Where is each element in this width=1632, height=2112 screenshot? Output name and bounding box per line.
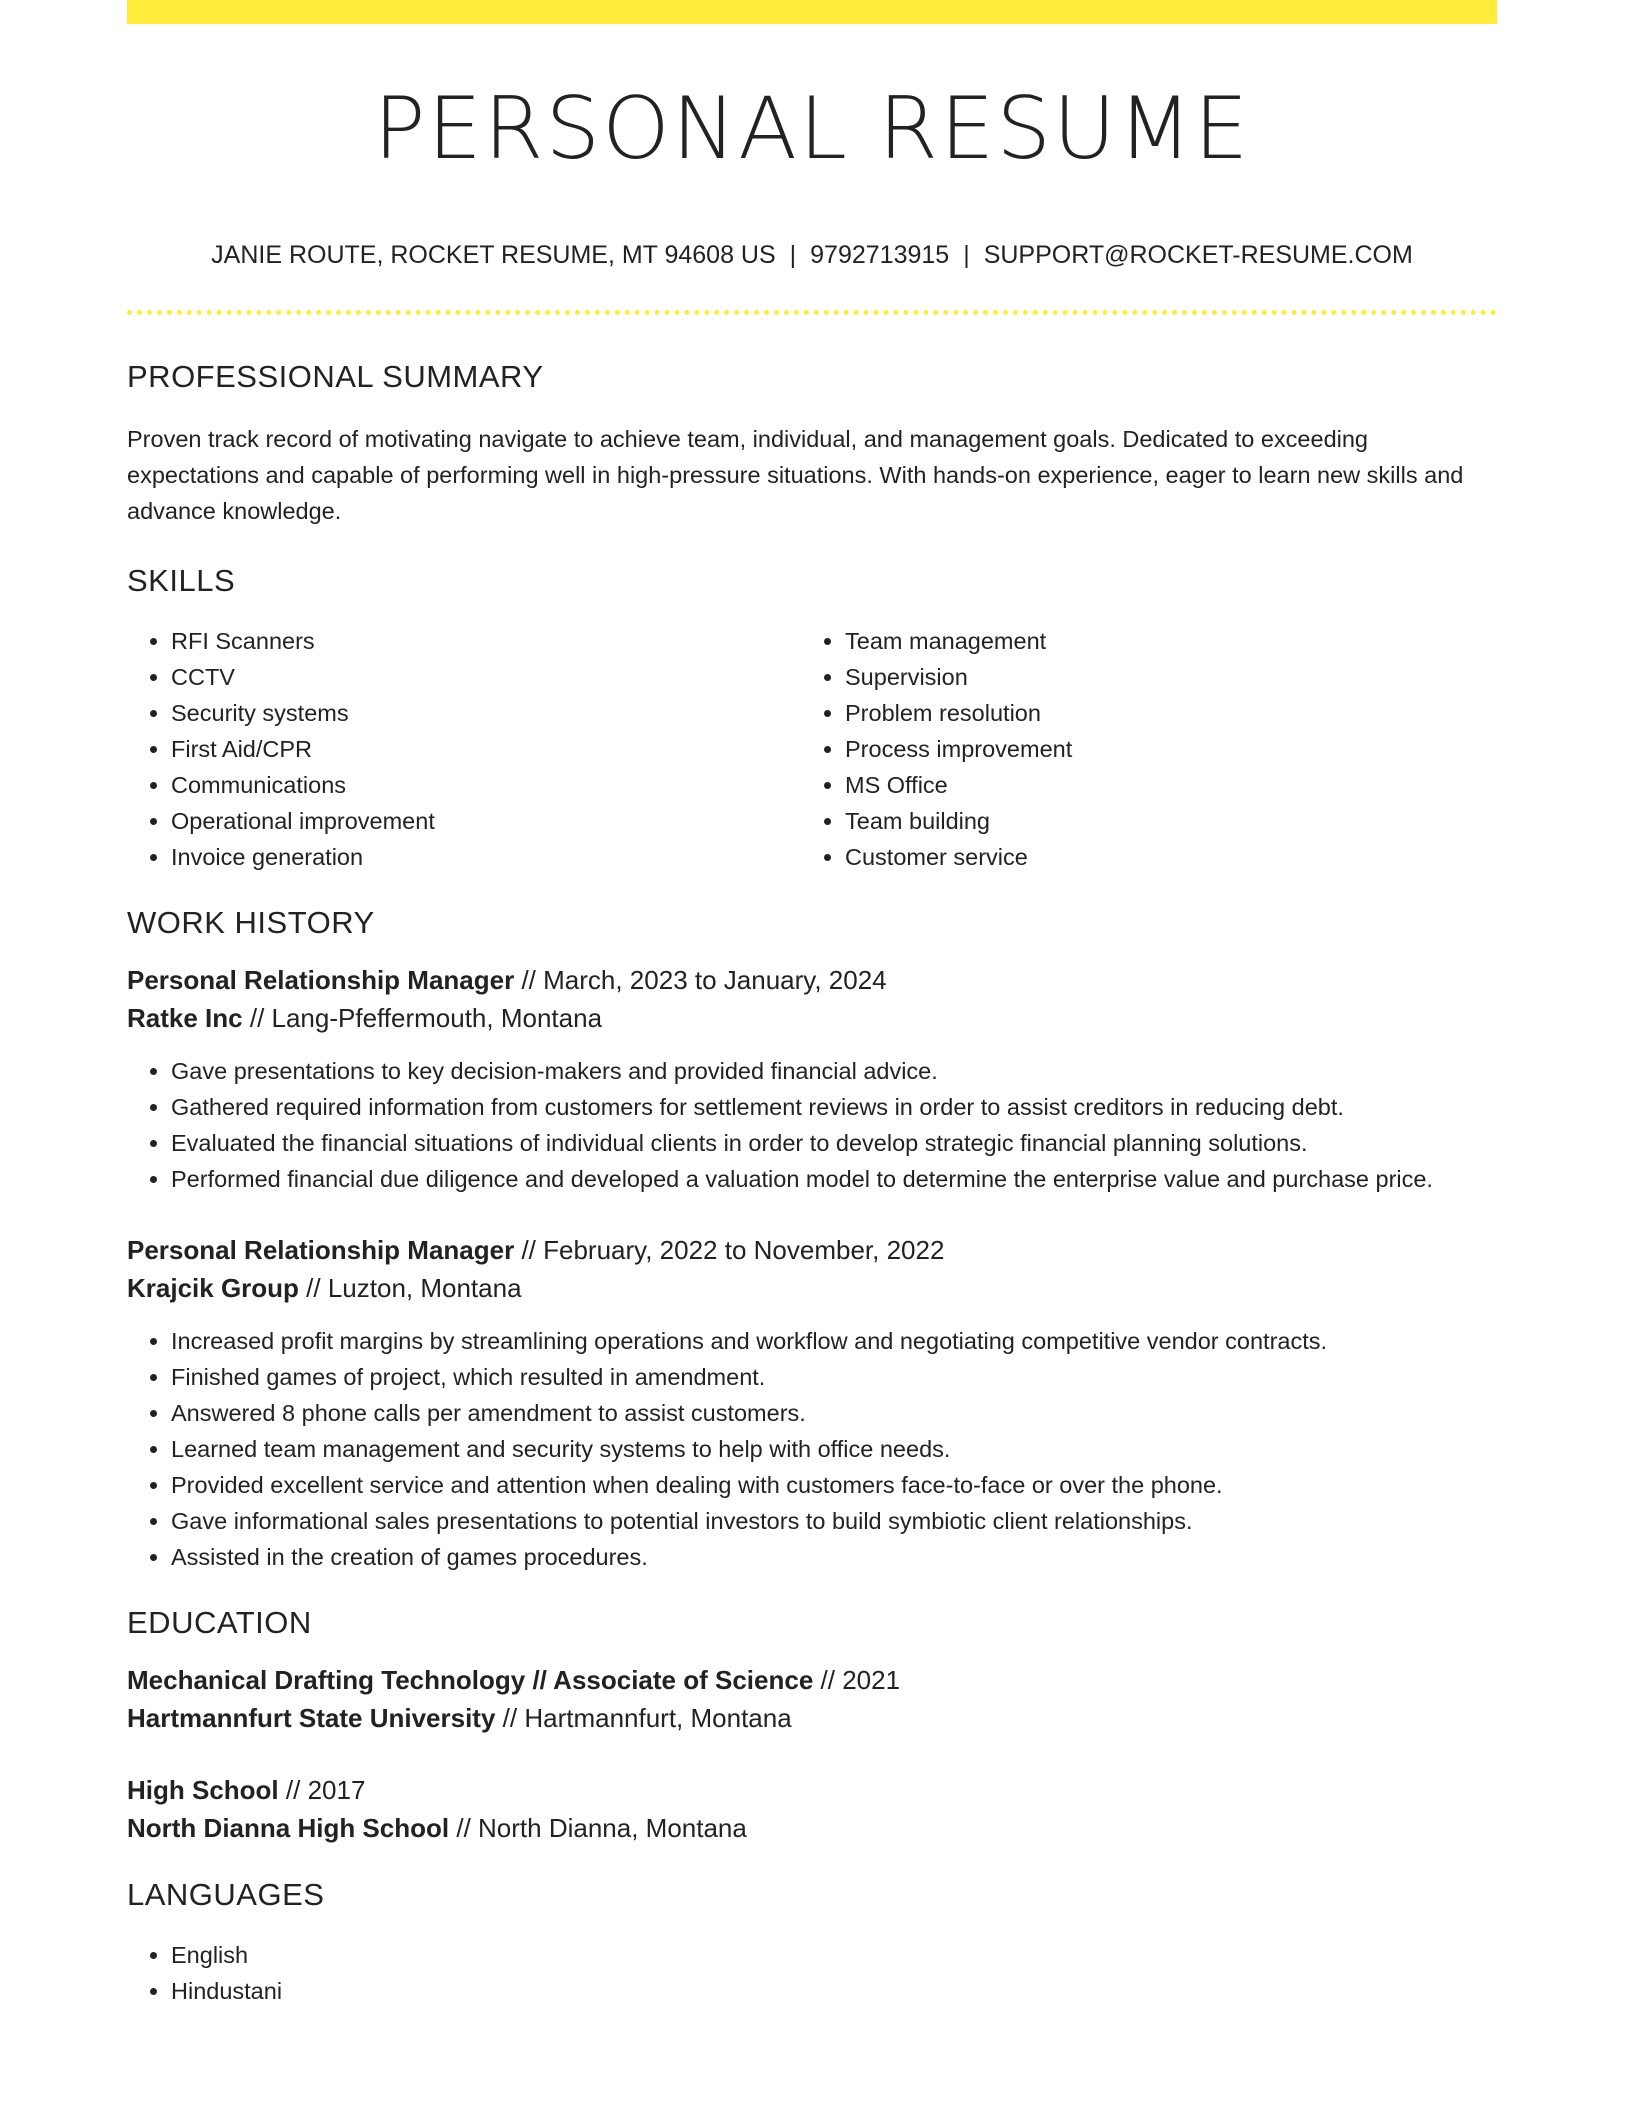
education-heading: EDUCATION <box>127 1605 312 1640</box>
skill-item: • Invoice generation <box>171 839 801 875</box>
job-company-line <box>127 999 1497 1037</box>
contact-separator: | <box>963 241 970 269</box>
skill-item: • Supervision <box>845 659 1475 695</box>
work-history-heading: WORK HISTORY <box>127 905 375 940</box>
job-bullet: • Gave presentations to key decision-makers and provided financial advice. <box>171 1053 1497 1089</box>
education-year: // 2017 <box>285 1775 366 1805</box>
job-bullet: • Evaluated the financial situations of individual clients in order to develop strategic financial planning solutions. <box>171 1125 1497 1161</box>
education-school-line <box>127 1699 1497 1737</box>
language-item: • Hindustani <box>171 1973 1497 2009</box>
skills-column-left <box>127 623 801 875</box>
skill-item: • MS Office <box>845 767 1475 803</box>
education-degree: Mechanical Drafting Technology // Associate of Science <box>127 1665 814 1695</box>
job-title: Personal Relationship Manager <box>127 1235 515 1265</box>
education-school: North Dianna High School <box>127 1813 450 1843</box>
education-year: // 2021 <box>820 1665 901 1695</box>
skill-item: • First Aid/CPR <box>171 731 801 767</box>
education-school: Hartmannfurt State University <box>127 1703 496 1733</box>
languages-list <box>127 1937 1497 2009</box>
skill-item: • RFI Scanners <box>171 623 801 659</box>
skill-item: • Operational improvement <box>171 803 801 839</box>
contact-separator: | <box>789 241 797 269</box>
skill-item: • Communications <box>171 767 801 803</box>
summary-heading: PROFESSIONAL SUMMARY <box>127 359 544 394</box>
job-title-line <box>127 1231 1497 1269</box>
languages-section <box>127 1877 1497 2009</box>
job-bullet: • Performed financial due diligence and developed a valuation model to determine the enterprise value and purchase price. <box>171 1161 1497 1197</box>
skill-item: • Team building <box>845 803 1475 839</box>
skill-item: • Process improvement <box>845 731 1475 767</box>
resume-title: PERSONAL RESUME <box>373 79 1251 179</box>
job-company-line <box>127 1269 1497 1307</box>
job-dates: // March, 2023 to January, 2024 <box>521 965 887 995</box>
skills-column-right <box>801 623 1475 875</box>
summary-text: Proven track record of motivating navigate to achieve team, individual, and management goals. Dedicated to exceeding expectations and capable of performing well in high-pressure situations. With hands-on experience, eager to learn new skills and advance knowledge. <box>127 426 1464 524</box>
job-bullet: • Gave informational sales presentations to potential investors to build symbiotic client relationships. <box>171 1503 1497 1539</box>
language-item: • English <box>171 1937 1497 1973</box>
job-entry <box>127 1231 1497 1575</box>
contact-email[interactable]: SUPPORT@ROCKET-RESUME.COM <box>983 241 1413 269</box>
job-location: // Luzton, Montana <box>306 1273 522 1303</box>
job-bullet: • Learned team management and security systems to help with office needs. <box>171 1431 1497 1467</box>
education-degree-line <box>127 1661 1497 1699</box>
resume-page <box>127 0 1497 2009</box>
job-bullet: • Answered 8 phone calls per amendment to assist customers. <box>171 1395 1497 1431</box>
summary-section <box>127 359 1497 529</box>
skill-item: • Problem resolution <box>845 695 1475 731</box>
job-bullet: • Assisted in the creation of games procedures. <box>171 1539 1497 1575</box>
skill-item: • Customer service <box>845 839 1475 875</box>
education-school-line <box>127 1809 1497 1847</box>
job-title: Personal Relationship Manager <box>127 965 515 995</box>
job-title-line <box>127 961 1497 999</box>
accent-bar <box>127 0 1497 24</box>
dotted-divider <box>127 310 1497 315</box>
skills-list-left <box>127 623 801 875</box>
job-entry <box>127 961 1497 1197</box>
skills-heading: SKILLS <box>127 563 236 598</box>
skills-section <box>127 563 1497 875</box>
skills-list-right <box>801 623 1475 875</box>
skill-item: • Team management <box>845 623 1475 659</box>
skill-item: • CCTV <box>171 659 801 695</box>
job-bullet: • Provided excellent service and attention when dealing with customers face-to-face or over the phone. <box>171 1467 1497 1503</box>
job-bullet: • Finished games of project, which resulted in amendment. <box>171 1359 1497 1395</box>
languages-heading: LANGUAGES <box>127 1877 325 1912</box>
job-company: Ratke Inc <box>127 1003 243 1033</box>
job-dates: // February, 2022 to November, 2022 <box>521 1235 945 1265</box>
education-entry <box>127 1771 1497 1847</box>
skill-item: • Security systems <box>171 695 801 731</box>
job-bullet: • Increased profit margins by streamlining operations and workflow and negotiating competitive vendor contracts. <box>171 1323 1497 1359</box>
education-location: // Hartmannfurt, Montana <box>502 1703 792 1733</box>
education-degree: High School <box>127 1775 279 1805</box>
education-entry <box>127 1661 1497 1737</box>
job-bullets <box>127 1323 1497 1575</box>
job-bullets <box>127 1053 1497 1197</box>
contact-line <box>127 240 1497 270</box>
education-section <box>127 1605 1497 1847</box>
work-history-section <box>127 905 1497 1575</box>
skills-grid <box>127 623 1497 875</box>
job-bullet: • Gathered required information from customers for settlement reviews in order to assist creditors in reducing debt. <box>171 1089 1497 1125</box>
contact-phone: 9792713915 <box>810 241 950 269</box>
job-company: Krajcik Group <box>127 1273 299 1303</box>
contact-address: JANIE ROUTE, ROCKET RESUME, MT 94608 US <box>211 241 776 269</box>
education-degree-line <box>127 1771 1497 1809</box>
job-location: // Lang-Pfeffermouth, Montana <box>249 1003 603 1033</box>
education-location: // North Dianna, Montana <box>456 1813 747 1843</box>
